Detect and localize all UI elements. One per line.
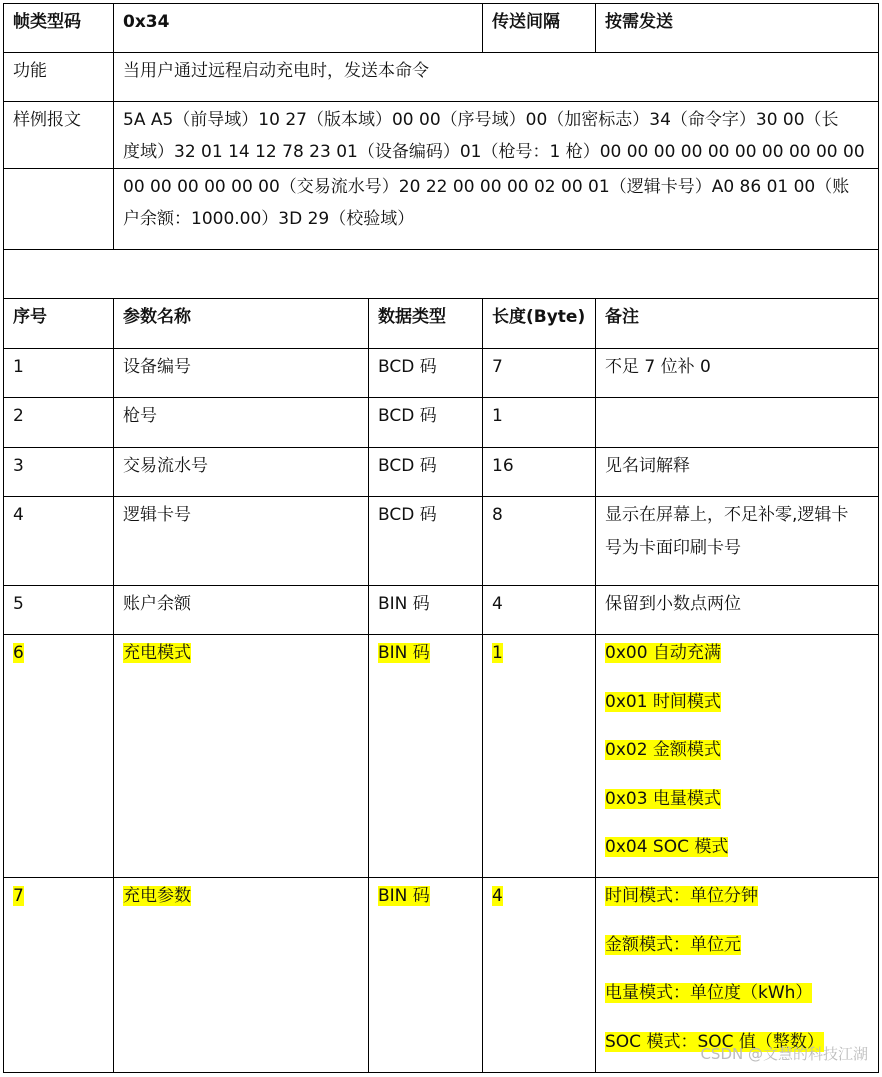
row-length-text: 4 — [492, 886, 503, 906]
grid-line-v — [878, 3, 879, 1073]
row-note — [605, 734, 721, 766]
row-name-text: 逻辑卡号 — [123, 505, 191, 525]
col-header-type: 数据类型 — [378, 307, 446, 327]
row-note — [605, 351, 711, 383]
row-name — [123, 351, 191, 383]
row-name — [123, 588, 191, 620]
row-note-text: 0x02 金额模式 — [605, 740, 721, 760]
row-note — [605, 532, 741, 564]
frame-type-label: 帧类型码 — [13, 12, 81, 32]
row-type-text: BCD 码 — [378, 456, 437, 476]
row-note — [605, 977, 812, 1009]
row-name — [123, 499, 191, 531]
row-no — [13, 880, 24, 912]
grid-line-h — [3, 348, 879, 349]
row-note-text: 0x00 自动充满 — [605, 643, 721, 663]
row-length-text: 1 — [492, 406, 503, 426]
function-text: 当用户通过远程启动充电时，发送本命令 — [123, 61, 429, 81]
row-name-text: 枪号 — [123, 406, 157, 426]
grid-line-v — [482, 298, 483, 1073]
row-length-text: 4 — [492, 594, 503, 614]
row-no — [13, 637, 24, 669]
grid-line-h — [3, 877, 879, 878]
row-length — [492, 450, 514, 482]
col-header-length: 长度(Byte) — [492, 307, 586, 327]
row-type — [378, 499, 437, 531]
row-length-text: 1 — [492, 643, 503, 663]
sample-line-2: 度域）32 01 14 12 78 23 01（设备编码）01（枪号：1 枪）00 00 00 00 00 00 00 00 00 00 — [123, 142, 865, 162]
row-no-text: 7 — [13, 886, 24, 906]
row-no-text: 5 — [13, 594, 24, 614]
row-no-text: 2 — [13, 406, 24, 426]
row-note — [605, 929, 741, 961]
row-no — [13, 588, 24, 620]
frame-type-value: 0x34 — [123, 12, 170, 32]
row-length-text: 8 — [492, 505, 503, 525]
grid-line-v — [113, 3, 114, 250]
row-no — [13, 351, 24, 383]
row-no-text: 6 — [13, 643, 24, 663]
row-length — [492, 588, 503, 620]
row-name — [123, 450, 208, 482]
grid-line-h — [3, 298, 879, 299]
row-note-text: 号为卡面印刷卡号 — [605, 538, 741, 558]
row-no — [13, 499, 24, 531]
row-note-text: SOC 模式：SOC 值（整数） — [605, 1031, 824, 1052]
row-type — [378, 351, 437, 383]
row-type — [378, 588, 430, 620]
grid-line-h — [3, 397, 879, 398]
row-no — [13, 450, 24, 482]
row-length-text: 7 — [492, 357, 503, 377]
col-header-note: 备注 — [605, 307, 639, 327]
row-length — [492, 637, 503, 669]
grid-line-h — [3, 249, 879, 250]
row-note-text: 0x04 SOC 模式 — [605, 837, 729, 857]
row-note-text: 金额模式：单位元 — [605, 934, 741, 955]
row-note-text: 保留到小数点两位 — [605, 594, 741, 614]
col-header-no: 序号 — [13, 307, 47, 327]
row-length — [492, 400, 503, 432]
row-length — [492, 880, 503, 912]
sample-line-1: 5A A5（前导域）10 27（版本域）00 00（序号域）00（加密标志）34（命令字）30 00（长 — [123, 110, 839, 130]
row-type-text: BIN 码 — [378, 594, 430, 614]
row-type-text: BIN 码 — [378, 886, 430, 906]
function-label: 功能 — [13, 61, 47, 81]
row-note — [605, 686, 721, 718]
grid-line-h — [3, 52, 879, 53]
grid-line-h — [3, 1072, 879, 1073]
row-type — [378, 450, 437, 482]
row-type-text: BCD 码 — [378, 357, 437, 377]
row-name-text: 充电模式 — [123, 643, 191, 663]
grid-line-v — [368, 298, 369, 1073]
row-name-text: 账户余额 — [123, 594, 191, 614]
sample-label: 样例报文 — [13, 110, 81, 130]
row-type-text: BIN 码 — [378, 643, 430, 663]
row-length — [492, 499, 503, 531]
row-note-text: 显示在屏幕上，不足补零,逻辑卡 — [605, 505, 849, 525]
row-name — [123, 400, 157, 432]
row-type-text: BCD 码 — [378, 505, 437, 525]
grid-line-v — [113, 298, 114, 1073]
row-no — [13, 400, 24, 432]
grid-line-h — [3, 101, 879, 102]
row-note-text: 不足 7 位补 0 — [605, 357, 711, 377]
row-type — [378, 400, 437, 432]
grid-line-v — [595, 298, 596, 1073]
row-length-text: 16 — [492, 456, 514, 476]
row-note-text: 0x01 时间模式 — [605, 691, 721, 712]
row-no-text: 3 — [13, 456, 24, 476]
row-name-text: 设备编号 — [123, 357, 191, 377]
grid-line-h — [3, 634, 879, 635]
transmit-value: 按需发送 — [605, 12, 673, 32]
grid-line-h — [3, 168, 879, 169]
row-note — [605, 783, 721, 815]
row-name — [123, 637, 191, 669]
row-no-text: 4 — [13, 505, 24, 525]
row-name-text: 充电参数 — [123, 886, 191, 906]
row-note-text: 0x03 电量模式 — [605, 788, 721, 809]
row-type — [378, 637, 430, 669]
grid-line-h — [3, 447, 879, 448]
row-note-text: 时间模式：单位分钟 — [605, 886, 758, 906]
grid-line-v — [3, 3, 4, 1073]
row-note-text: 见名词解释 — [605, 456, 690, 476]
watermark: CSDN @文慧的科技江湖 — [700, 1045, 868, 1063]
row-note — [605, 499, 848, 531]
row-no-text: 1 — [13, 357, 24, 377]
grid-line-h — [3, 3, 879, 4]
row-name-text: 交易流水号 — [123, 456, 208, 476]
grid-line-v — [482, 3, 483, 53]
row-type-text: BCD 码 — [378, 406, 437, 426]
row-length — [492, 351, 503, 383]
col-header-name: 参数名称 — [123, 307, 191, 327]
grid-line-v — [595, 3, 596, 53]
row-note — [605, 637, 721, 669]
transmit-label: 传送间隔 — [492, 12, 560, 32]
row-type — [378, 880, 430, 912]
sample-line-4: 户余额：1000.00）3D 29（校验域） — [123, 209, 415, 229]
sample-line-3: 00 00 00 00 00 00（交易流水号）20 22 00 00 00 02 00 01（逻辑卡号）A0 86 01 00（账 — [123, 177, 850, 197]
row-note-text: 电量模式：单位度（kWh） — [605, 983, 813, 1003]
row-name — [123, 880, 191, 912]
row-note — [605, 588, 741, 620]
grid-line-h — [3, 496, 879, 497]
row-note — [605, 831, 728, 863]
row-note — [605, 450, 690, 482]
row-note — [605, 880, 758, 912]
grid-line-h — [3, 585, 879, 586]
